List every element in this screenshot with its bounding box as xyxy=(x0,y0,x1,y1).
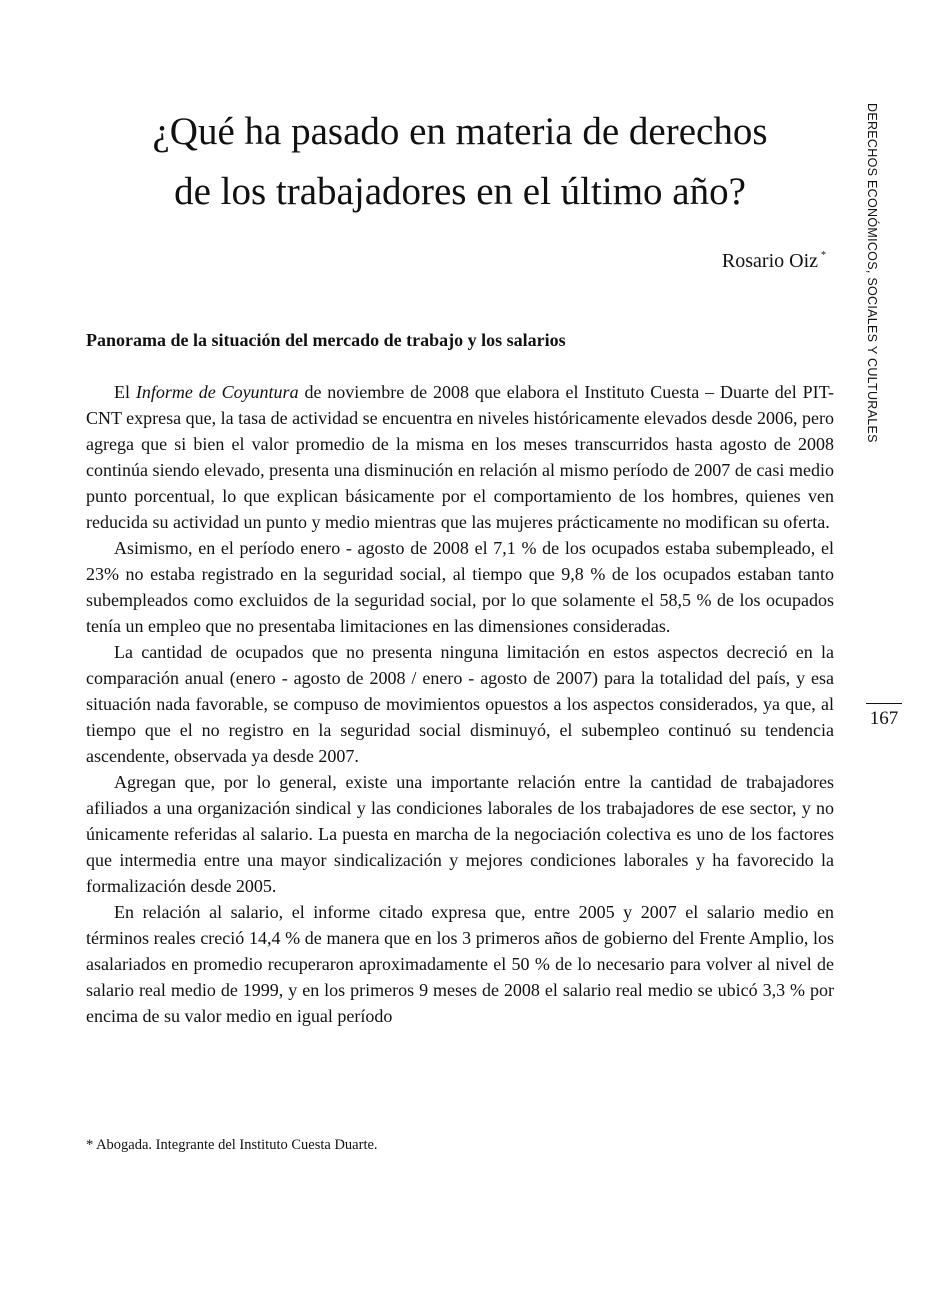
page-number-rule xyxy=(866,703,902,704)
paragraph-2: Asimismo, en el período enero - agosto de 2008 el 7,1 % de los ocupados estaba subempleado, el 23% no estaba registrado en la seguridad social, al tiempo que 9,8 % de los ocupados estaban tanto subempleados como excluidos de la seguridad social, por lo que solamente el 58,5 % de los ocupados tenía un empleo que no presentaba limitaciones en las dimensiones consideradas. xyxy=(86,538,834,636)
author-byline xyxy=(722,242,826,275)
paragraph-1-lead: El xyxy=(114,382,136,402)
author-name: Rosario Oiz xyxy=(721,250,818,272)
article-title xyxy=(60,102,860,222)
paragraph-5: En relación al salario, el informe citado expresa que, entre 2005 y 2007 el salario medio en términos reales creció 14,4 % de manera que en los 3 primeros años de gobierno del Frente Amplio, los asalariados en promedio recuperaron aproximadamente el 50 % de lo necesario para volver al nivel de salario real medio de 1999, y en los primeros 9 meses de 2008 el salario real medio se ubicó 3,3 % por encima de su valor medio en igual período xyxy=(86,902,834,1026)
paragraph-1-rest: de noviembre de 2008 que elabora el Instituto Cuesta – Duarte del PIT-CNT expresa que, la tasa de actividad se encuentra en niveles históricamente elevados desde 2006, pero agrega que si bien el valor promedio de la misma en los meses transcurridos hasta agosto de 2008 continúa siendo elevado, presenta una disminución en relación al mismo período de 2007 de casi medio punto porcentual, lo que explican básicamente por el comportamiento de los hombres, quienes ven reducida su actividad un punto y medio mientras que las mujeres prácticamente no modifican su oferta. xyxy=(86,382,834,532)
paragraph-1 xyxy=(86,379,834,535)
report-title-italic: Informe de Coyuntura xyxy=(135,382,299,402)
paragraph-3: La cantidad de ocupados que no presenta ninguna limitación en estos aspectos decreció en la comparación anual (enero - agosto de 2008 / enero - agosto de 2007) para la totalidad del país, y esa situación nada favorable, se compuso de movimientos opuestos a los aspectos considerados, ya que, al tiempo que el no registro en la seguridad social disminuyó, el subempleo continuó su tendencia ascendente, observada ya desde 2007. xyxy=(86,642,834,766)
title-line-2: de los trabajadores en el último año? xyxy=(174,170,746,213)
section-heading: Panorama de la situación del mercado de trabajo y los salarios xyxy=(86,330,566,350)
page-number: 167 xyxy=(869,708,899,729)
running-head: DERECHOS ECONÓMICOS, SOCIALES Y CULTURALES xyxy=(865,103,879,443)
article-body xyxy=(86,379,834,1029)
author-footnote-mark: * xyxy=(821,250,826,261)
title-line-1: ¿Qué ha pasado en materia de derechos xyxy=(152,110,768,153)
paragraph-4: Agregan que, por lo general, existe una importante relación entre la cantidad de trabajadores afiliados a una organización sindical y las condiciones laborales de los trabajadores de ese sector, y no únicamente referidas al salario. La puesta en marcha de la negociación colectiva es uno de los factores que intermedia entre una mayor sindicalización y mejores condiciones laborales y ha favorecido la formalización desde 2005. xyxy=(86,772,834,896)
footnote: * Abogada. Integrante del Instituto Cuesta Duarte. xyxy=(86,1137,378,1153)
